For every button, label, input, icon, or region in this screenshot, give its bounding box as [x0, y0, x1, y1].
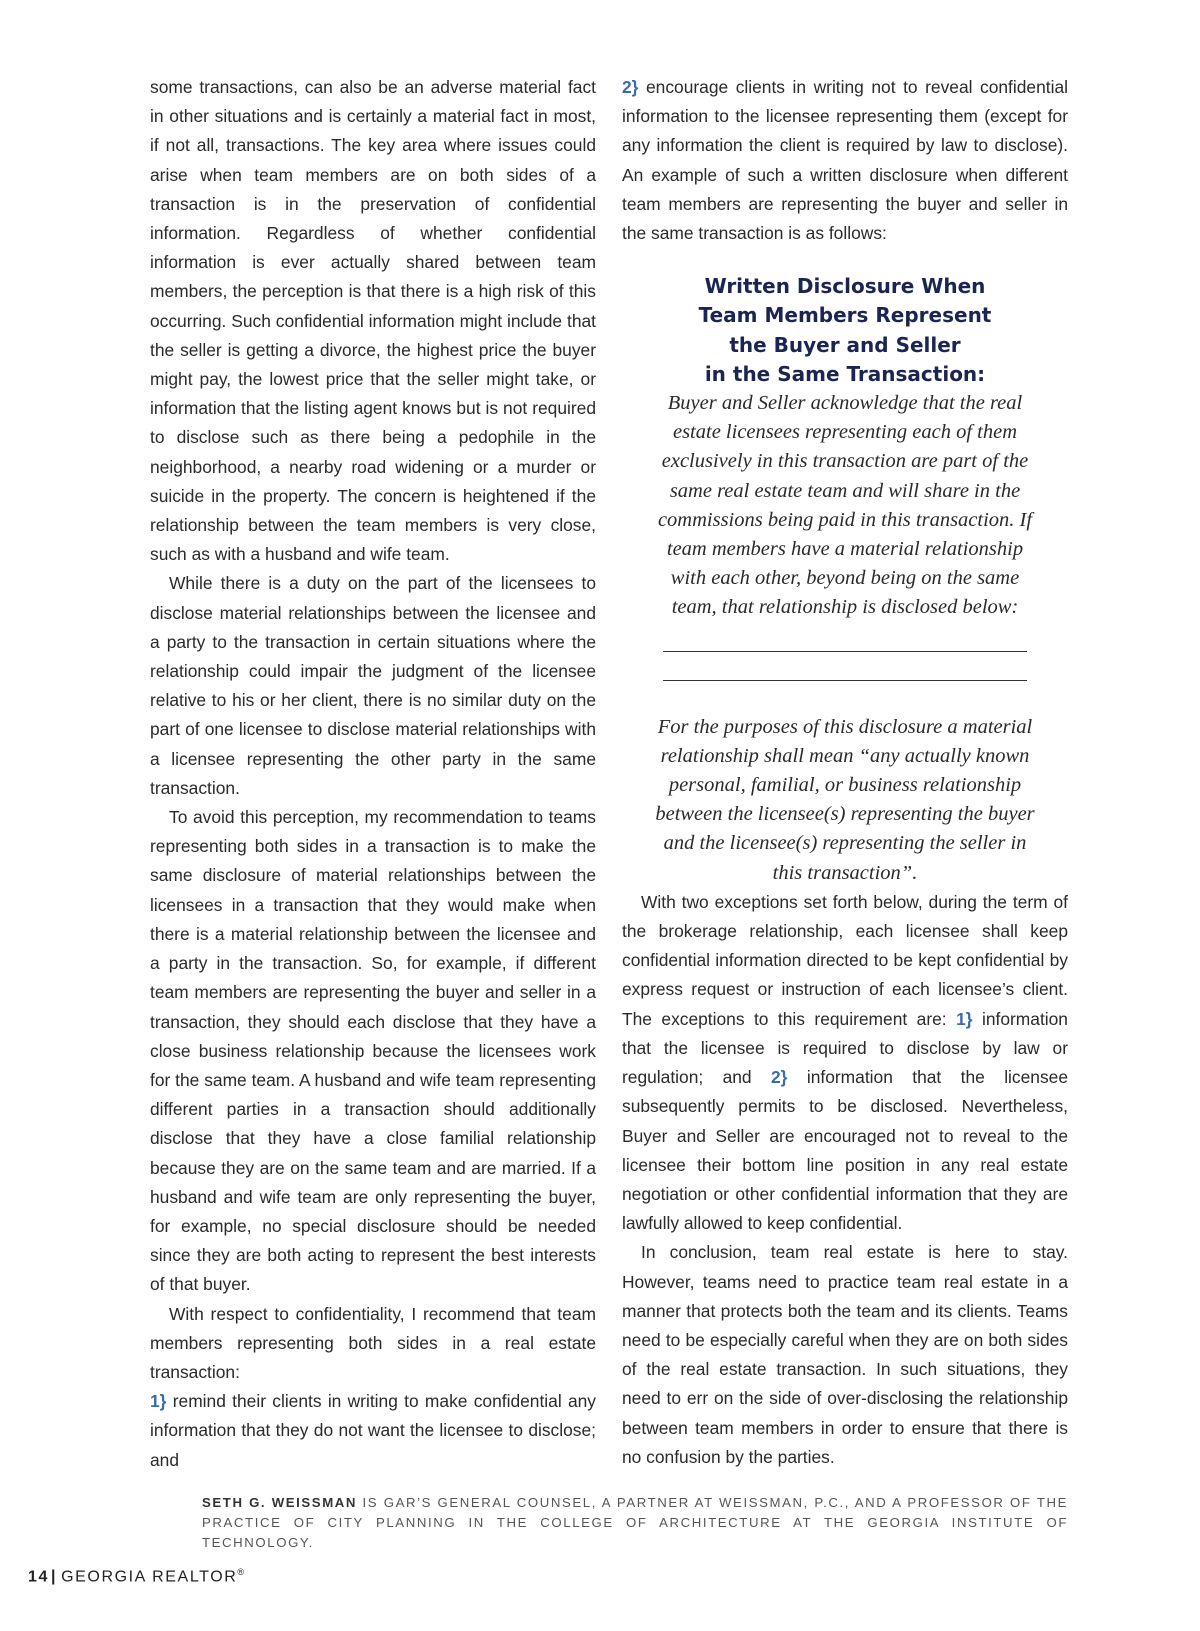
page-footer — [28, 1567, 244, 1586]
disclosure-box — [622, 272, 1068, 888]
list-item — [150, 1387, 596, 1475]
author-name: SETH G. WEISSMAN — [202, 1495, 358, 1510]
paragraph — [622, 888, 1068, 1238]
paragraph: To avoid this perception, my recommendation to teams representing both sides in a transaction is to make the same disclosure of material relationships between the licensees in a transaction that they would make when there is a material relationship between the licensee and a party in the transaction. So, for example, if different team members are representing the buyer and seller in a transaction, they should each disclose that they have a close business relationship because the licensees work for the same team. A husband and wife team representing different parties in a transaction should additionally disclose that they have a close familial relationship because they are on the same team and are married. If a husband and wife team are only representing the buyer, for example, no special disclosure should be needed since they are both acting to represent the best interests of that buyer. — [150, 807, 596, 1295]
publication-name: GEORGIA REALTOR — [61, 1568, 238, 1586]
author-bio: IS GAR’S GENERAL COUNSEL, A PARTNER AT WEISSMAN, P.C., AND A PROFESSOR OF THE PRACTICE OF CITY PLANNING IN THE COLLEGE OF ARCHITECTURE AT THE GEORGIA INSTITUTE OF TECHNOLOGY. — [202, 1495, 1069, 1550]
paragraph: In conclusion, team real estate is here to stay. However, teams need to practice team real estate in a manner that protects both the team and its clients. Teams need to be especially careful when they are on both sides of the real estate transaction. In such situations, they need to err on the side of over-disclosing the relationship between team members in order to ensure that there is no confusion by the parties. — [622, 1242, 1068, 1467]
paragraph-text: information that the licensee is required to disclose by law or regulation; and — [622, 1008, 1068, 1088]
disclosure-title-line: in the Same Transaction: — [704, 361, 986, 386]
disclosure-footnote: For the purposes of this disclosure a material relationship shall mean “any actually known personal, familial, or business relationship between the licensee(s) representing the buyer and the licensee(s) representing the seller in this transaction”. — [655, 715, 1035, 884]
disclosure-title — [622, 272, 1068, 389]
registered-mark: ® — [237, 1567, 245, 1577]
paragraph: While there is a duty on the part of the licensees to disclose material relationships between the licensee and a party to the transaction in certain situations where the relationship could impair the judgment of the licensee relative to his or her client, there is no similar duty on the part of one licensee to disclose material relationships with a licensee representing the other party in the same transaction. — [150, 573, 596, 798]
paragraph-text: With two exceptions set forth below, during the term of the brokerage relationship, each licensee shall keep confidential information directed to be kept confidential by express request or instruction of each licensee’s client. The exceptions to this requirement are: — [622, 891, 1068, 1029]
list-number: 1} — [956, 1008, 973, 1029]
disclosure-title-line: the Buyer and Seller — [729, 332, 961, 357]
disclosure-title-line: Written Disclosure When — [704, 274, 986, 299]
paragraph: some transactions, can also be an adverse material fact in other situations and is certainly a material fact in most, if not all, transactions. The key area where issues could arise when team members are on both sides of a transaction is in the preservation of confidential information. Regardless of whether confidential information is ever actually shared between team members, the perception is that there is a high risk of this occurring. Such confidential information might include that the seller is getting a divorce, the highest price the buyer might pay, the lowest price that the seller might take, or information that the listing agent knows but is not required to disclose such as there being a pedophile in the neighborhood, a nearby road widening or a murder or suicide in the property. The concern is heightened if the relationship between the team members is very close, such as with a husband and wife team. — [150, 77, 596, 565]
disclosure-title-line: Team Members Represent — [698, 303, 992, 328]
paragraph: With respect to confidentiality, I recommend that team members representing both sides in a real estate transaction: — [150, 1303, 596, 1382]
list-item-text: encourage clients in writing not to reveal confidential information to the licensee representing them (except for any information the client is required by law to disclose). An example of such a written disclosure when different team members are representing the buyer and seller in the same transaction is as follows: — [622, 77, 1068, 244]
list-item — [622, 73, 1068, 248]
left-column — [150, 73, 596, 1475]
disclosure-body: Buyer and Seller acknowledge that the real estate licensees representing each of them exclusively in this transaction are part of the same real estate team and will share in the commissions being paid in this transaction. If team members have a material relationship with each other, beyond being on the same team, that relationship is disclosed below: — [657, 392, 1033, 619]
signature-line — [663, 652, 1027, 681]
list-number: 2} — [622, 77, 639, 97]
author-byline — [202, 1493, 1068, 1553]
right-column — [622, 73, 1068, 1472]
paragraph-text: information that the licensee subsequently permits to be disclosed. Nevertheless, Buyer and Seller are encouraged not to reveal to the licensee their bottom line position in any real estate negotiation or other confidential information that they are lawfully allowed to keep confidential. — [622, 1067, 1068, 1234]
footer-separator: | — [51, 1568, 58, 1586]
list-number: 1} — [150, 1391, 167, 1412]
list-item-text: remind their clients in writing to make confidential any information that they do not want the licensee to disclose; and — [150, 1391, 596, 1470]
list-number: 2} — [771, 1067, 788, 1088]
page-number: 14 — [28, 1568, 49, 1586]
signature-line — [663, 623, 1027, 652]
